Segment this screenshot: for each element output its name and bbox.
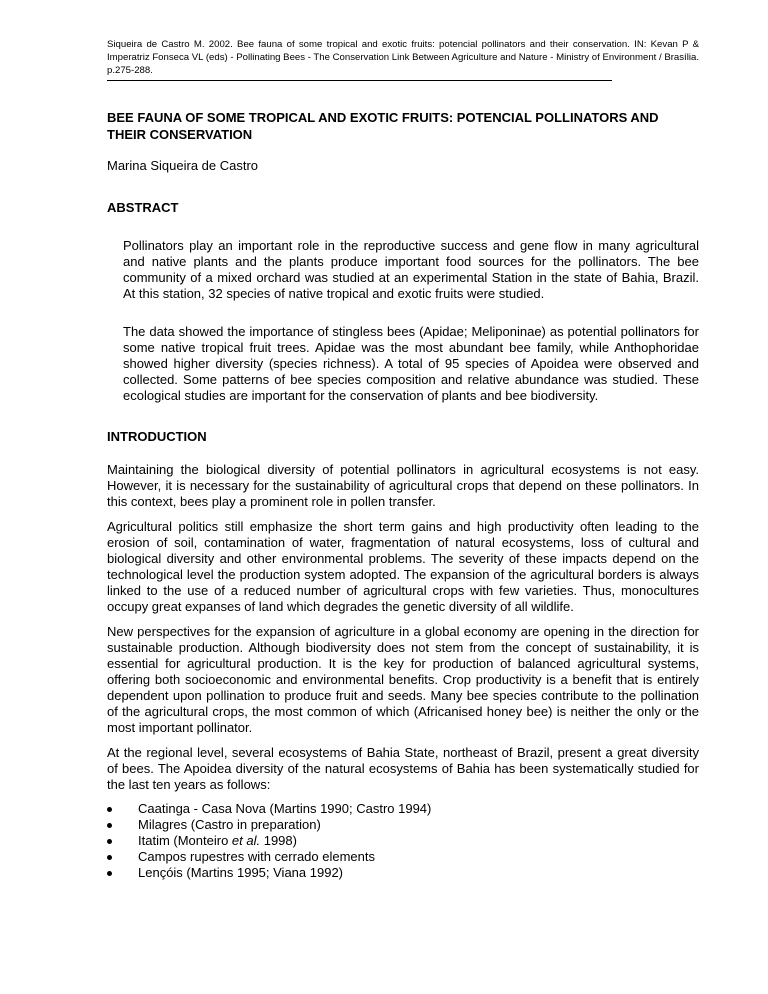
list-item: Milagres (Castro in preparation) xyxy=(107,817,699,833)
citation: Siqueira de Castro M. 2002. Bee fauna of some tropical and exotic fruits: potencial pollinators and their conservation. IN: Kevan P & Imperatriz Fonseca VL (eds) - Pollinating Bees - The Conservation Link Between Agriculture and Nature - Ministry of Environment / Brasília. p.275-288. xyxy=(107,39,699,76)
abstract-paragraph-1: Pollinators play an important role in the reproductive success and gene flow in many agricultural and native plants and the plants produce important food sources for the pollinators. The bee community of a mixed orchard was studied at an experimental Station in the state of Bahia, Brazil. At this station, 32 species of native tropical and exotic fruits were studied. xyxy=(123,238,699,301)
ecosystem-list xyxy=(107,801,699,881)
list-item: Caatinga - Casa Nova (Martins 1990; Castro 1994) xyxy=(107,801,699,817)
header-rule xyxy=(107,80,612,81)
bullet-icon xyxy=(107,871,112,876)
bullet-icon xyxy=(107,855,112,860)
list-item: Campos rupestres with cerrado elements xyxy=(107,849,699,865)
intro-paragraph-1: Maintaining the biological diversity of potential pollinators in agricultural ecosystems is not easy. However, it is necessary for the sustainability of agricultural crops that depend on these pollinators. In this context, bees play a prominent role in pollen transfer. xyxy=(107,462,699,509)
intro-paragraph-4: At the regional level, several ecosystems of Bahia State, northeast of Brazil, present a great diversity of bees. The Apoidea diversity of the natural ecosystems of Bahia has been systematically studied for the last ten years as follows: xyxy=(107,745,699,792)
intro-paragraph-3: New perspectives for the expansion of agriculture in a global economy are opening in the direction for sustainable production. Although biodiversity does not stem from the concept of sustainability, it is essential for agricultural production. It is the key for production of balanced agricultural systems, offering both socioeconomic and environmental benefits. Crop productivity is a benefit that is entirely dependent upon pollination to produce fruit and seeds. Many bee species contribute to the pollination of the agricultural crops, the most common of which (Africanised honey bee) is neither the only or the most important pollinator. xyxy=(107,624,699,735)
bullet-icon xyxy=(107,807,112,812)
introduction-heading: INTRODUCTION xyxy=(107,429,207,444)
abstract-heading: ABSTRACT xyxy=(107,200,179,215)
bullet-icon xyxy=(107,823,112,828)
author-name: Marina Siqueira de Castro xyxy=(107,158,259,173)
paper-title: BEE FAUNA OF SOME TROPICAL AND EXOTIC FRUITS: POTENCIAL POLLINATORS AND THEIR CONSERVATION xyxy=(107,110,659,142)
intro-paragraph-2: Agricultural politics still emphasize the short term gains and high productivity often leading to the erosion of soil, contamination of water, fragmentation of natural ecosystems, loss of cultural and biological diversity and other environmental problems. The severity of these impacts depend on the technological level the production system adopted. The expansion of the agricultural borders is always linked to the use of a reduced number of agricultural crops with few varieties. Thus, monocultures occupy great expanses of land which degrades the genetic diversity of all wildlife. xyxy=(107,519,699,614)
abstract-paragraph-2: The data showed the importance of stingless bees (Apidae; Meliponinae) as potential pollinators for some native tropical fruit trees. Apidae was the most abundant bee family, while Anthophoridae showed higher diversity (species richness). A total of 95 species of Apoidea were observed and collected. Some patterns of bee species composition and relative abundance was studied. These ecological studies are important for the conservation of plants and bee biodiversity. xyxy=(123,324,699,403)
bullet-icon xyxy=(107,839,112,844)
list-item: Itatim (Monteiro et al. 1998) xyxy=(107,833,699,849)
document-page xyxy=(107,38,699,881)
list-item: Lençóis (Martins 1995; Viana 1992) xyxy=(107,865,699,881)
